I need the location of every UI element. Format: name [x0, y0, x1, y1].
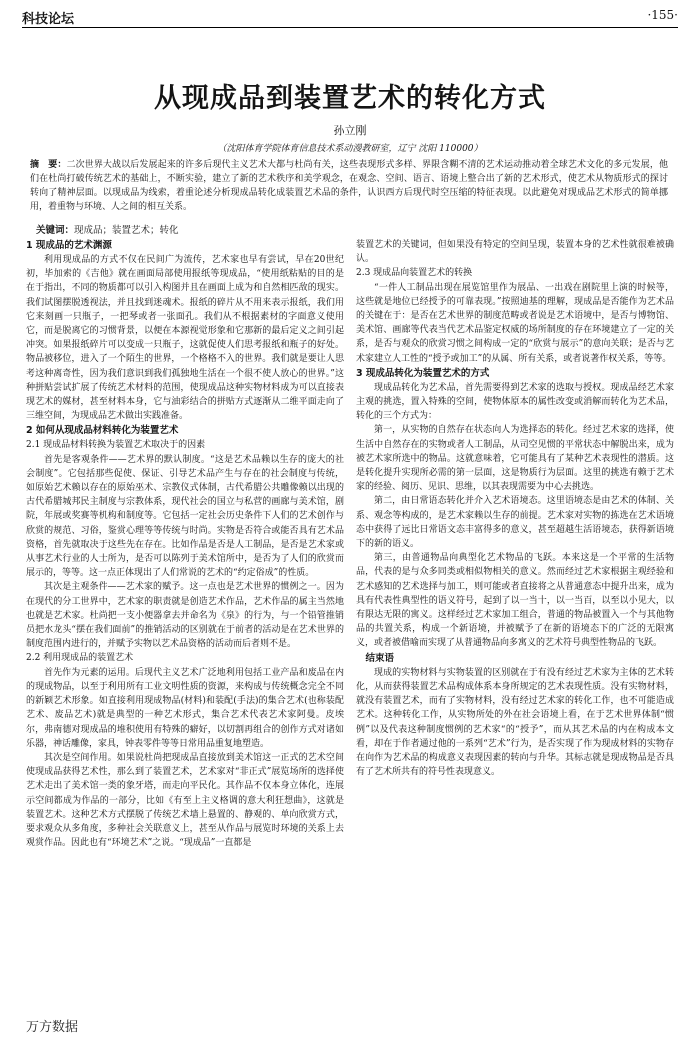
paragraph: 第三，由普通物品向典型化艺术物品的飞跃。本来这是一个平常的生活物品，代表的是与众多同类或相似物相关的意义。然而经过艺术家根据主观经验和艺术感知的艺术选择与加工，则可能或者直接将之从普通意态中提升出来，成为具有代表性典型性的语义符号，起到了以一当十，以一当百，以至以小见大，以有限达无限的寓义。这样经过艺术家加工组合，普通的物品被置入一个与其他物品的共置关系，构成一个新语境，并被赋予了在新的语境态下的广泛的无限寓义，或者被借喻而实现了从普通物品向多寓义的艺术符号典型性物品的飞跃。	[356, 553, 674, 649]
author: 孙立刚	[333, 124, 367, 137]
keywords-text: 现成品；装置艺术；转化	[74, 225, 179, 236]
subsection-heading: 2.3 现成品向装置艺术的转换	[356, 268, 473, 279]
paragraph: 第一，从实物的自然存在状态向人为选择态的转化。经过艺术家的选择，使生活中自然存在的实物或者人工制品，从司空见惯的平常状态中解脱出来，成为被艺术家所选中的物品。这就意味着，它可能具有了某种艺术表现性的潜质。这是转化提升实现所必需的第一层面，这是物质行为层面。这里的挑选有赖于艺术家的经验、阅历、见识、思维，以其表现需要为中心去挑选。	[356, 425, 674, 493]
subsection-heading: 2.2 利用现成品的装置艺术	[26, 653, 134, 664]
keywords-label: 关键词：	[36, 225, 75, 236]
paragraph: 其次是主观条件——艺术家的赋予。这一点也是艺术世界的惯例之一。因为在现代的分工世界中，艺术家的职责就是创造艺术作品，艺术作品的属主当然地也就是艺术家。杜尚把一支小便器拿去并命名为《泉》的行为，与一个铅管推销员把水龙头“摆在我们面前”的推销活动的区别就在于前者的活动是在艺术世界的制度范围内进行的，并赋予实物以艺术品资格的活动而后者则不是。	[26, 582, 344, 650]
section-heading: 1 现成品的艺术渊源	[26, 240, 112, 251]
paragraph: 首先是客观条件——艺术界的默认制度。“这是艺术品赖以生存的庞大的社会制度”。它包括那些促使、保证、引导艺术品产生与存在的社会制度与传统，如原始艺术赖以存在的原始巫术、宗教仪式体制，古代希腊公共雕像赖以出现的古代希腊城邦民主制度与宗教体系，现代社会的国立与私营的画廊与美术馆，剧院，年展或奖赛等机构和制度等。它包括一定社会历史条件下人们的艺术创作与欣赏的规范、习俗，鉴赏心理等等传统与时尚。实物是否符合或能否具有艺术品资格，首先就取决于这些先在存在。比如作品是否是人工制品，是否是艺术家或从事艺术行业的人士所为，是否可以陈列于美术馆所中，是否为了人们的欣赏而展示的，等等。这一点正体现出了人们常说的艺术的“约定俗成”的性质。	[26, 454, 344, 579]
affiliation: （沈阳体育学院体育信息技术系动漫教研室，辽宁 沈阳 110000）	[217, 144, 483, 154]
subsection-heading: 2.1 现成品材料转换为装置艺术取决于的因素	[26, 440, 206, 451]
paragraph: 现成的实物材料与实物装置的区别就在于有没有经过艺术家为主体的艺术转化，从而获得装置艺术品构成体系本身所规定的艺术表现性质。没有实物材料，就没有装置艺术，而有了实物材料，没有经过艺术家的转化工作，也不可能造成艺术。这种转化工作，从实物所处的外在社会语境上看，在于艺术世界体制“惯例”以及代表这种制度惯例的艺术家“的“授予”，而从其艺术品的内在构成本文看，却在于作者通过他的一系列“艺术”行为，是否实现了作为现成材料的实物存在向作为艺术品的构成意义表现因素的转向与升华。其标志就是现成物品是否具有了艺术所共有的符号性表现意义。	[356, 667, 674, 778]
footer-source: 万方数据	[26, 1020, 79, 1035]
paragraph: 其次是空间作用。如果说杜尚把现成品直接放到美术馆这一正式的艺术空间使现成品获得艺术性，那么到了装置艺术，艺术家对“非正式”展览场所的选择使艺术走出了美术馆一类的象牙塔，而走向平民化。其作品不仅本身立体化，连展示空间都成为作品的一部分，比如《有至上主义格调的意大利狂想曲》，这就是装置艺术。这种艺术方式摆脱了传统艺术墙上悬置的、静观的、单向欣赏方式，要求观众从多角度，多种社会关联意义上，甚至从作品与展览时环境的关系上去观赏作品。因此也有“环境艺术”之说。“现成品”一直都是	[26, 752, 344, 849]
paragraph: 现成品转化为艺术品，首先需要得到艺术家的选取与授权。现成品经艺术家主观的挑选，置入特殊的空间，使物体原本的属性改变或消解而转化为艺术品，转化的三个方式为：	[356, 382, 674, 422]
article-title: 从现成品到装置艺术的转化方式	[154, 83, 546, 114]
right-column	[356, 238, 674, 778]
section-heading: 2 如何从现成品材料转化为装置艺术	[26, 425, 179, 437]
conclusion-heading: 结束语	[365, 652, 395, 664]
paragraph: “一件人工制品出现在展览馆里作为展品、一出戏在剧院里上演的时候等，这些就是地位已经授予的可靠表现。”按照迪基的理解，现成品是否能作为艺术品的关键在于：是否在艺术世界的制度范畴或者说是艺术语境中，是否与博物馆、美术馆、画廊等代表当代艺术品鉴定权威的场所制度的存在环境建立了一定的关系，是否与观众的欣赏习惯之间构成一定的“欣赏与展示”的意向关联；是否与艺术家建立人工性的“授予或加工”的从属、所有关系，或者说著作权关系，等等。	[356, 282, 674, 364]
left-column	[26, 238, 344, 1000]
abstract	[30, 158, 668, 214]
journal-name: 科技论坛	[22, 12, 75, 27]
abstract-text: 二次世界大战以后发展起来的许多后现代主义艺术大都与杜尚有关，这些表现形式多样、界限含糊不清的艺术运动推动着全球艺术文化的多元发展，他们在杜尚打破传统艺术的基础上，不断实验，建立了新的艺术秩序和美学观念，在观念、空间、语言、语境上整合出了新的艺术形式，使艺术从物质形式的探讨转向了精神层面。以现成品为线索，着重论述分析现成品转化成装置艺术品的条件，认识西方后现代时空压缩的特征表现。以此避免对现成品艺术形式的简单挪用，着重物与环境、人之间的相互关系。	[30, 160, 668, 212]
page-number: ·155·	[647, 8, 678, 22]
keywords	[36, 222, 179, 236]
paragraph: 利用现成品的方式不仅在民间广为流传，艺术家也早有尝试，早在20世纪初，毕加索的《吉他》就在画面局部使用报纸等现成品，“使用纸粘贴的目的是在于指出，不同的物质都可以引入构图并且在画面上成为和自然相匹敌的现实。我们试图摆脱透视法，并且找到迷魂术。报纸的碎片从不用来表示报纸，我们用它来刻画一只瓶子，一把琴或者一张面孔。我们从不根据素材的字面意义使用它，而是脱离它的习惯背景，以便在本源视觉形象和它那新的最后定义之间引起冲突。如果报纸碎片可以变成一只瓶子，这就促使人们思考报纸和瓶子的好处。物品被移位，进入了一个陌生的世界，一个格格不入的世界。我们就是要让人思考这种离奇性，因为我们意识到我们孤独地生活在一个很不使人放心的世界。”这种拼贴尝试扩展了传统艺术材料的范围，使现成品这种实物材料成为可以直接表现艺术的媒材，甚至材料本身，它与油彩结合的拼贴方式逐渐从二维平面走向了三维空间，为现成品艺术做出实践准备。	[26, 255, 344, 422]
paragraph: 装置艺术的关键词，但如果没有特定的空间呈现，装置本身的艺术性就很难被确认。	[356, 240, 674, 265]
paragraph: 首先作为元素的运用。后现代主义艺术广泛地利用包括工业产品和废品在内的现成物品，以至于利用所有工业文明性质的资源，来构成与传统概念完全不同的新颖艺术形象。如直接利用现成物品(材料)和装配(手法)的集合艺术(也称装配艺术、废品艺术)就是典型的一种艺术形式，集合艺术代表艺术家阿曼。皮埃尔，弗南德对现成品的堆积使用有特殊的癖好，以切割再组合的创作方式对诸如乐器，神话雕像，家具，钟表零件等等日常用品重复地塑造。	[26, 667, 344, 749]
paragraph: 第二，由日常语态转化并介入艺术语境态。这里语境态是由艺术的体制、关系、观念等构成的，是艺术家赖以生存的前提。艺术家对实物的拣选在艺术语境态中获得了远比日常语文态丰富得多的意义，甚至超越生活语境态，获得新语境下的新的语义。	[356, 496, 674, 550]
abstract-label: 摘 要：	[30, 160, 67, 170]
header-rule	[22, 27, 678, 28]
section-heading: 3 现成品转化为装置艺术的方式	[356, 367, 490, 379]
running-header	[22, 6, 678, 32]
